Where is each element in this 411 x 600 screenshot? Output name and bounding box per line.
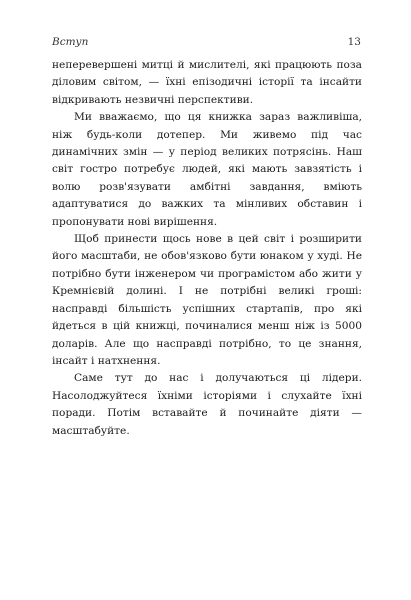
paragraph: Ми вважаємо, що ця книжка зараз важливіша, ніж будь-коли дотепер. Ми живемо під час динамічних змін — у період великих потрясінь. Наш світ гостро потребує людей, які мають завзятість і волю розв'язувати амбітні завдання, вміють адаптуватися до важких та мінливих обставин і пропонувати нові вирішення.	[52, 111, 362, 228]
body-text	[52, 57, 362, 440]
paragraph-continued: неперевершені митці й мислителі, які працюють поза діловим світом, — їхні епізодичні історії та інсайти відкривають незвичні перспективи.	[52, 59, 362, 106]
running-header	[52, 36, 361, 50]
section-title: Вступ	[52, 36, 89, 48]
page-number: 13	[347, 36, 361, 48]
paragraph: Щоб принести щось нове в цей світ і розширити його масштаби, не обов'язково бути юнаком у худі. Не потрібно бути інженером чи програмістом або жити у Кремнієвій долині. І не потрібні великі гроші: насправді більшість успішних стартапів, про які йдеться в цій книжці, починалися менш ніж із 5000 доларів. Але що насправді потрібно, то це знання, інсайт і натхнення.	[52, 233, 362, 367]
paragraph: Саме тут до нас і долучаються ці лідери. Насолоджуйтеся їхніми історіями і слухайте їхні поради. Потім вставайте й починайте діяти — масштабуйте.	[52, 372, 362, 437]
